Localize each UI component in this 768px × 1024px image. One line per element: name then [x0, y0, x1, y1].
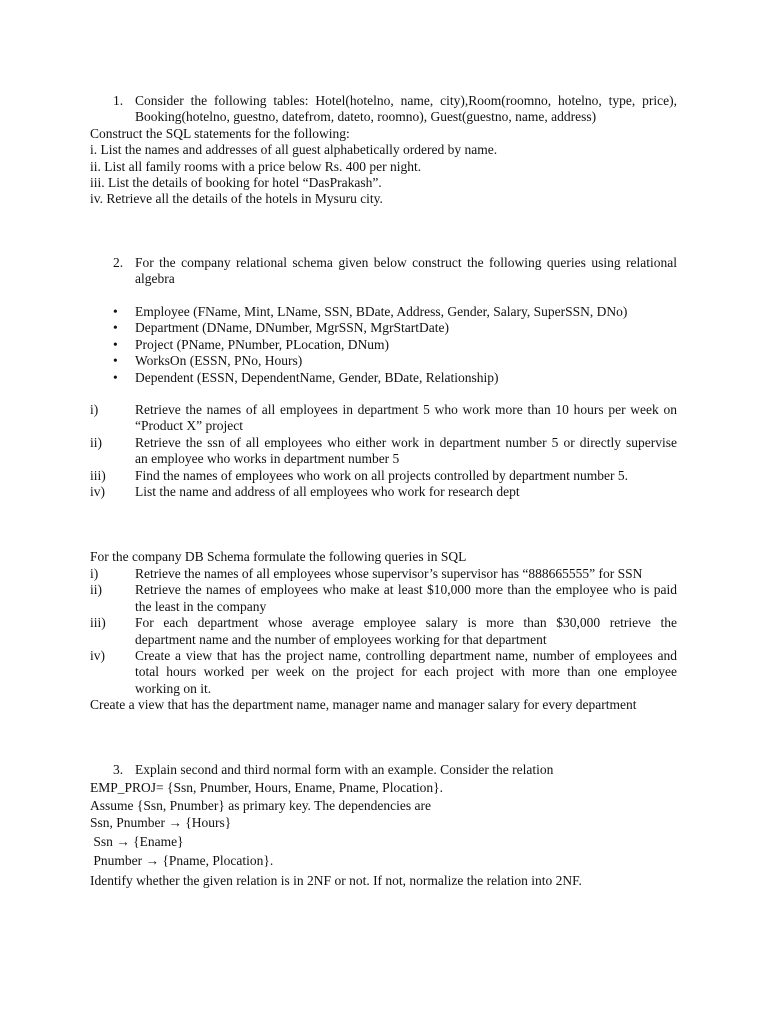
- query-text: List the name and address of all employees who work for research dept: [135, 484, 520, 499]
- schema-item: Department (DName, DNumber, MgrSSN, MgrStartDate): [135, 320, 450, 335]
- list-item: iii. List the details of booking for hotel “DasPrakash”.: [90, 175, 382, 190]
- question-text: Consider the following tables: Hotel(hotelno, name, city),Room(roomno, hotelno, type, price),: [135, 93, 677, 108]
- query-text: Retrieve the names of all employees in department 5 who work more than 10 hours per week on: [135, 402, 677, 417]
- query-label: iv): [90, 484, 105, 499]
- schema-item: Project (PName, PNumber, PLocation, DNum): [135, 337, 390, 352]
- query-text: “Product X” project: [135, 418, 243, 433]
- list-item: iv. Retrieve all the details of the hotels in Mysuru city.: [90, 191, 383, 206]
- query-label: i): [90, 402, 99, 417]
- query-label: iv): [90, 648, 105, 663]
- query-text: Retrieve the ssn of all employees who either work in department number 5 or directly supervise: [135, 435, 677, 450]
- instruction-text: Create a view that has the department name, manager name and manager salary for every department: [90, 697, 637, 712]
- query-text: total hours worked per week on the project for each project with more than one employee: [135, 664, 677, 679]
- question-text: Explain second and third normal form with an example. Consider the relation: [135, 762, 554, 777]
- query-text: For each department whose average employee salary is more than $30,000 retrieve the: [135, 615, 677, 630]
- query-label: ii): [90, 582, 102, 597]
- query-text: department name and the number of employees working for that department: [135, 632, 547, 647]
- schema-item: WorksOn (ESSN, PNo, Hours): [135, 353, 303, 368]
- schema-item: Dependent (ESSN, DependentName, Gender, BDate, Relationship): [135, 370, 499, 385]
- instruction-text: For the company DB Schema formulate the following queries in SQL: [90, 549, 467, 564]
- schema-item: Employee (FName, Mint, LName, SSN, BDate, Address, Gender, Salary, SuperSSN, DNo): [135, 304, 628, 319]
- question-text: Booking(hotelno, guestno, datefrom, dateto, roomno), Guest(guestno, name, address): [135, 109, 597, 124]
- question-text: algebra: [135, 271, 175, 286]
- query-text: Create a view that has the project name, controlling department name, number of employees and: [135, 648, 677, 663]
- question-text: Assume {Ssn, Pnumber} as primary key. The dependencies are: [90, 798, 432, 813]
- question-number: 3.: [113, 762, 124, 777]
- query-text: Find the names of employees who work on all projects controlled by department number 5.: [135, 468, 629, 483]
- bullet-icon: •: [113, 353, 118, 368]
- list-item: ii. List all family rooms with a price below Rs. 400 per night.: [90, 159, 422, 174]
- list-item: i. List the names and addresses of all guest alphabetically ordered by name.: [90, 142, 498, 157]
- bullet-icon: •: [113, 370, 118, 385]
- query-label: ii): [90, 435, 102, 450]
- question-text: For the company relational schema given below construct the following queries using relational: [135, 255, 677, 270]
- dependency-text: Pnumber → {Pname, Plocation}.: [90, 853, 274, 868]
- query-text: working on it.: [135, 681, 212, 696]
- query-label: i): [90, 566, 99, 581]
- bullet-icon: •: [113, 320, 118, 335]
- query-text: an employee who works in department number 5: [135, 451, 400, 466]
- question-text: Identify whether the given relation is in 2NF or not. If not, normalize the relation into 2NF.: [90, 873, 582, 888]
- relation-text: EMP_PROJ= {Ssn, Pnumber, Hours, Ename, Pname, Plocation}.: [90, 780, 444, 795]
- query-label: iii): [90, 468, 106, 483]
- query-text: the least in the company: [135, 599, 267, 614]
- query-text: Retrieve the names of employees who make at least $10,000 more than the employee who is paid: [135, 582, 677, 597]
- dependency-text: Ssn, Pnumber → {Hours}: [90, 815, 232, 830]
- query-text: Retrieve the names of all employees whose supervisor’s supervisor has “888665555” for SSN: [135, 566, 643, 581]
- instruction-text: Construct the SQL statements for the following:: [90, 126, 350, 141]
- question-number: 2.: [113, 255, 124, 270]
- dependency-text: Ssn → {Ename}: [90, 834, 184, 849]
- question-number: 1.: [113, 93, 124, 108]
- bullet-icon: •: [113, 337, 118, 352]
- query-label: iii): [90, 615, 106, 630]
- bullet-icon: •: [113, 304, 118, 319]
